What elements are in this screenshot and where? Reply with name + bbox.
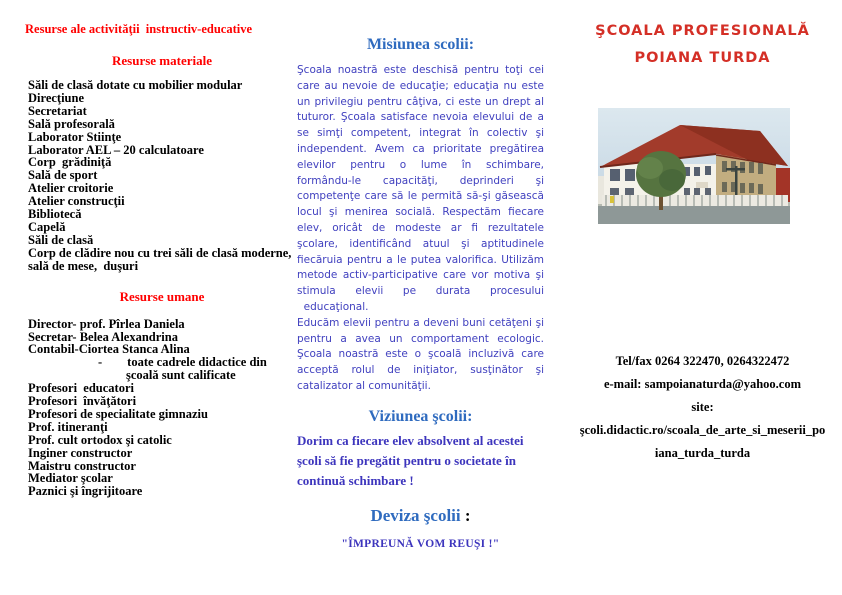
school-title-line1: ŞCOALA PROFESIONALĂ [595,23,810,39]
list-item: Corp de clădire nou cu trei săli de clasă moderne, sală de mese, duşuri [28,245,292,273]
list-item: Bibliotecă [28,207,82,222]
middle-column [297,36,544,550]
list-item: Laborator Stiinţe [28,129,122,144]
human-resources-list [25,318,299,499]
list-item: Sală de sport [28,168,98,183]
contact-line: site: [691,400,714,414]
school-title [563,18,842,72]
list-item: Atelier construcţii [28,194,125,209]
mission-paragraph-2: Educăm elevii pentru a deveni buni cetăţeni şi pentru a avea un comportament ecologic. Şcoala noastră este o şcoală incluzivă care acceptă rolul de iniţiator, susţinător şi catalizator al comunităţii. [297,316,544,392]
list-item: Profesori de specialitate gimnaziu [28,406,208,421]
list-item: Director- prof. Pîrlea Daniela [28,316,185,331]
list-item: Mediator şcolar [28,471,113,486]
contact-line: şcoli.didactic.ro/scoala_de_arte_si_meserii_po [579,423,826,437]
school-photo [598,108,790,224]
list-item: Maistru constructor [28,458,136,473]
list-item: Prof. itineranţi [28,419,108,434]
list-item: Secretar- Belea Alexandrina [28,329,178,344]
motto-heading-label: Deviza şcolii [370,505,461,525]
material-resources-list [25,79,299,273]
list-item: Direcţiune [28,90,85,105]
list-item: Atelier croitorie [28,181,114,196]
school-title-line2: POIANA TURDA [634,50,771,66]
list-item: Profesori educatori [28,381,134,396]
list-item: Prof. cult ortodox şi catolic [28,432,172,447]
list-item: Inginer constructor [28,445,133,460]
motto-heading [297,506,544,526]
motto-text: "ÎMPREUNĂ VOM REUŞI !" [341,537,500,550]
school-building-photo [598,108,790,224]
material-resources-heading: Resurse materiale [112,53,212,68]
resources-title: Resurse ale activităţii instructiv-educative [25,22,253,36]
list-item: Corp grădiniţă [28,155,112,170]
contact-block [563,350,842,465]
list-item: - toate cadrele didactice din şcoală sunt calificate [98,355,267,383]
contact-line: e-mail: sampoianaturda@yahoo.com [603,377,802,391]
human-resources-heading: Resurse umane [119,288,205,304]
list-item: Capelă [28,219,66,234]
list-item: Sală profesorală [28,116,115,131]
vision-heading: Viziunea şcolii: [368,407,473,425]
list-item: Săli de clasă [28,232,94,247]
left-column [25,22,299,498]
list-item: Săli de clasă dotate cu mobilier modular [28,78,243,92]
list-item: Laborator AEL – 20 calculatoare [28,142,204,157]
mission-heading: Misiunea scolii: [366,36,475,53]
list-item: Contabil-Ciortea Stanca Alina [28,342,190,357]
mission-paragraph-1: Şcoala noastră este deschisă pentru toţi cei care au nevoie de educaţie; educaţia nu este un privilegiu pentru câţiva, ci este un drept al tuturor. Şcoala satisface nevoia elevului de a se simţi competent, integrat în colectiv şi independent. Avem ca prioritate pregătirea elevilor pentru o lume în schimbare, formându-le capacităţi, deprinderi şi competenţe care să le permită să-şi găsească locul şi menirea socială. Respectăm fiecare elev, oricât de modeste ar fi rezultatele şcolare, identificând atuul şi aptitudinele fiecăruia pentru a le putea valorifica. Utilizăm metode activ-participative care vor motiva şi stimula elevii pe durata procesului educaţional. [297,64,544,313]
contact-line: Tel/fax 0264 322470, 0264322472 [615,354,790,368]
list-item: Profesori învăţători [28,394,137,409]
list-item: Secretariat [28,103,87,118]
list-item: Paznici şi îngrijitoare [28,484,143,499]
vision-text: Dorim ca fiecare elev absolvent al acestei şcoli să fie pregătit pentru o societate în continuă schimbare ! [297,432,524,488]
contact-line: iana_turda_turda [654,446,751,460]
right-column [563,18,842,465]
motto-heading-colon: : [460,505,471,525]
